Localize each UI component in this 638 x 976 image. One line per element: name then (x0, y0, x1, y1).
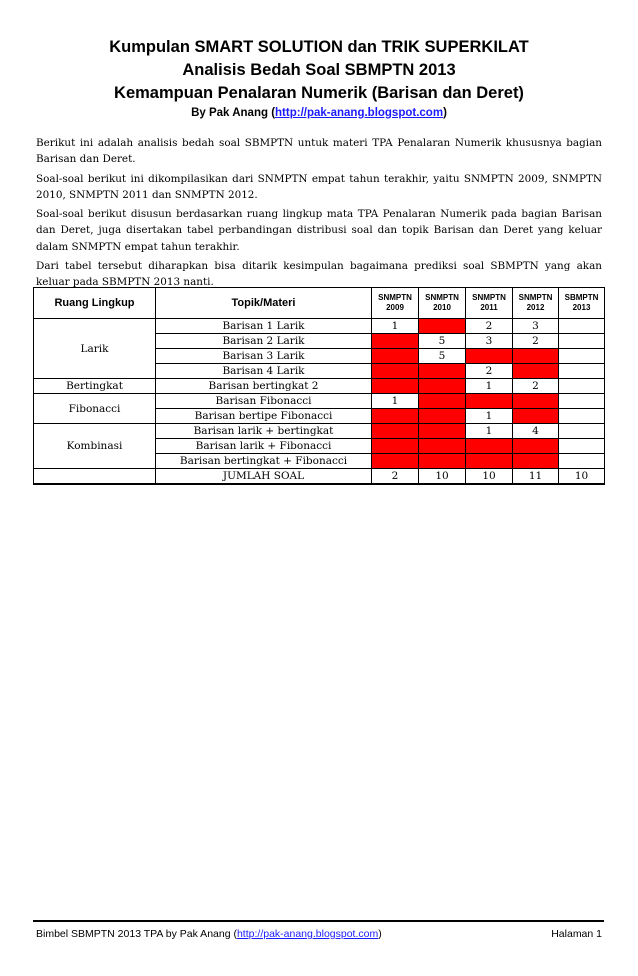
value-cell (559, 379, 605, 394)
table-row (34, 379, 605, 394)
value-cell (559, 319, 605, 334)
title-line-1: Kumpulan SMART SOLUTION dan TRIK SUPERKILAT (109, 38, 529, 56)
value-cell: 1 (466, 379, 513, 394)
value-cell (419, 379, 466, 394)
byline-suffix: ) (443, 107, 447, 119)
value-cell: 1 (466, 409, 513, 424)
intro-text (36, 135, 602, 294)
value-cell (419, 319, 466, 334)
footer-divider (33, 920, 604, 922)
byline-prefix: By Pak Anang ( (191, 107, 276, 119)
value-cell (372, 334, 419, 349)
value-cell: 5 (419, 349, 466, 364)
total-value: 10 (419, 469, 466, 485)
topic-cell: Barisan bertingkat + Fibonacci (156, 454, 372, 469)
paragraph-1: Berikut ini adalah analisis bedah soal SBMPTN untuk materi TPA Penalaran Numerik khususnya bagian Barisan dan Deret. (36, 137, 602, 166)
value-cell: 5 (419, 334, 466, 349)
topic-cell: Barisan bertingkat 2 (156, 379, 372, 394)
header-snmptn-2010: SNMPTN 2010 (419, 288, 466, 319)
value-cell: 1 (466, 424, 513, 439)
value-cell (466, 454, 513, 469)
value-cell (559, 439, 605, 454)
value-cell (466, 439, 513, 454)
topic-cell: Barisan bertipe Fibonacci (156, 409, 372, 424)
value-cell (559, 349, 605, 364)
value-cell (372, 424, 419, 439)
value-cell: 2 (466, 364, 513, 379)
table-row (34, 424, 605, 439)
page-number: Halaman 1 (551, 928, 602, 940)
document-header (30, 36, 608, 121)
total-value: 10 (559, 469, 605, 485)
topic-cell: Barisan larik + bertingkat (156, 424, 372, 439)
header-ruang-lingkup: Ruang Lingkup (34, 288, 156, 319)
value-cell (466, 349, 513, 364)
value-cell (419, 364, 466, 379)
topic-cell: Barisan larik + Fibonacci (156, 439, 372, 454)
topic-cell: Barisan 2 Larik (156, 334, 372, 349)
value-cell (559, 394, 605, 409)
total-row (34, 469, 605, 485)
table-row (34, 394, 605, 409)
value-cell (419, 409, 466, 424)
value-cell (513, 349, 559, 364)
header-topik: Topik/Materi (156, 288, 372, 319)
page-footer (36, 928, 602, 940)
total-value: 11 (513, 469, 559, 485)
value-cell (372, 379, 419, 394)
value-cell (419, 439, 466, 454)
total-value: 10 (466, 469, 513, 485)
header-snmptn-2009: SNMPTN 2009 (372, 288, 419, 319)
group-bertingkat: Bertingkat (34, 379, 156, 394)
total-value: 2 (372, 469, 419, 485)
footer-link[interactable]: http://pak-anang.blogspot.com (236, 928, 379, 940)
byline (30, 106, 608, 121)
value-cell (559, 334, 605, 349)
footer-left: Bimbel SBMPTN 2013 TPA by Pak Anang (http://pak-anang.blogspot.com) (36, 928, 382, 940)
group-kombinasi: Kombinasi (34, 424, 156, 469)
value-cell: 1 (372, 394, 419, 409)
value-cell (372, 349, 419, 364)
total-label: JUMLAH SOAL (156, 469, 372, 485)
value-cell (372, 439, 419, 454)
topic-cell: Barisan 3 Larik (156, 349, 372, 364)
value-cell (372, 454, 419, 469)
value-cell (513, 394, 559, 409)
value-cell (513, 364, 559, 379)
total-empty-cell (34, 469, 156, 485)
topic-cell: Barisan 1 Larik (156, 319, 372, 334)
distribution-table (33, 287, 605, 485)
value-cell (559, 424, 605, 439)
value-cell: 4 (513, 424, 559, 439)
value-cell: 1 (372, 319, 419, 334)
header-snmptn-2011: SNMPTN 2011 (466, 288, 513, 319)
topic-cell: Barisan Fibonacci (156, 394, 372, 409)
byline-link[interactable]: http://pak-anang.blogspot.com (275, 107, 444, 119)
title-line-2: Analisis Bedah Soal SBMPTN 2013 (182, 61, 456, 79)
paragraph-4: Dari tabel tersebut diharapkan bisa ditarik kesimpulan bagaimana prediksi soal SBMPTN yang akan keluar pada SBMPTN 2013 nanti. (36, 260, 602, 289)
value-cell: 2 (513, 334, 559, 349)
title-line-3: Kemampuan Penalaran Numerik (Barisan dan Deret) (114, 84, 524, 102)
value-cell (419, 394, 466, 409)
group-fibonacci: Fibonacci (34, 394, 156, 424)
header-snmptn-2012: SNMPTN 2012 (513, 288, 559, 319)
value-cell (513, 409, 559, 424)
value-cell (559, 364, 605, 379)
value-cell (513, 439, 559, 454)
value-cell (559, 409, 605, 424)
value-cell (466, 394, 513, 409)
table-header-row (34, 288, 605, 319)
value-cell (419, 424, 466, 439)
group-larik: Larik (34, 319, 156, 379)
value-cell: 2 (466, 319, 513, 334)
value-cell: 2 (513, 379, 559, 394)
paragraph-2: Soal-soal berikut ini dikompilasikan dari SNMPTN empat tahun terakhir, yaitu SNMPTN 2009, SNMPTN 2010, SNMPTN 2011 dan SNMPTN 2012. (36, 172, 602, 201)
header-sbmptn-2013: SBMPTN 2013 (559, 288, 605, 319)
topic-cell: Barisan 4 Larik (156, 364, 372, 379)
value-cell (559, 454, 605, 469)
value-cell: 3 (466, 334, 513, 349)
value-cell: 3 (513, 319, 559, 334)
value-cell (513, 454, 559, 469)
value-cell (372, 409, 419, 424)
paragraph-3: Soal-soal berikut disusun berdasarkan ruang lingkup mata TPA Penalaran Numerik pada bagian Barisan dan Deret, juga disertakan tabel perbandingan distribusi soal dan topik Barisan dan Deret yang keluar dalam SNMPTN empat tahun terakhir. (36, 208, 602, 253)
value-cell (419, 454, 466, 469)
table-row (34, 319, 605, 334)
value-cell (372, 364, 419, 379)
